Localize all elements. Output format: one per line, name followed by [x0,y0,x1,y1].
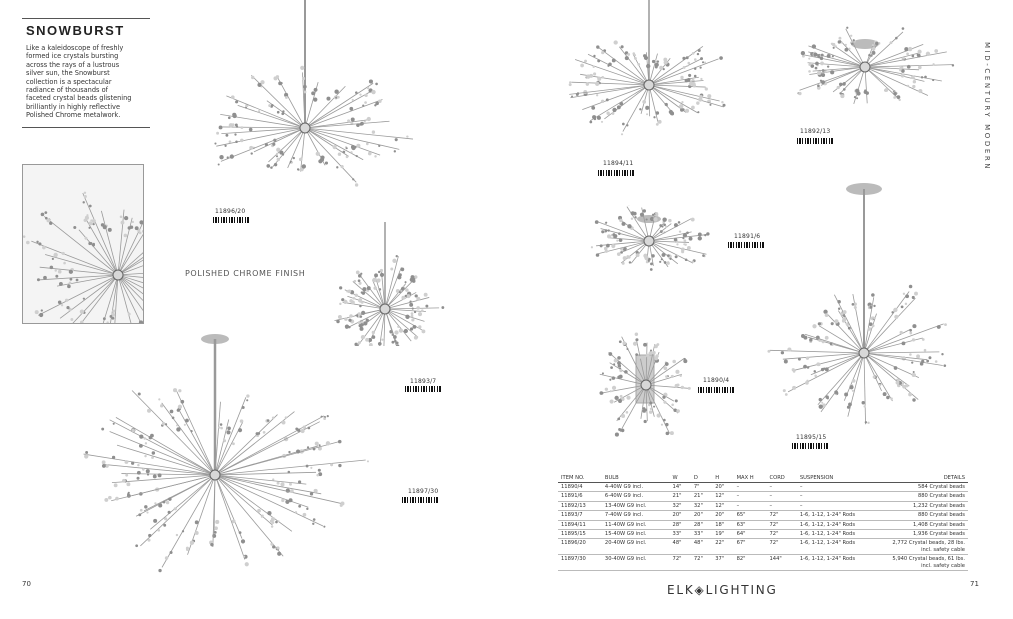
barcode [598,170,634,176]
table-cell: 584 Crystal beads [884,483,968,492]
table-cell: 82" [734,555,767,571]
sku-label: 11894/11 [603,160,634,167]
sku-label: 11893/7 [410,378,437,385]
table-row [558,555,968,571]
table-cell: 1,936 Crystal beads [884,530,968,539]
table-cell: 72" [767,539,797,555]
fixture-11891-6-image [582,205,716,300]
barcode [698,387,734,393]
blurb-line: across the rays of a lustrous [26,60,120,69]
table-cell: 1-6, 1-12, 1-24" Rods [797,511,884,520]
blurb-line: Like a kaleidoscope of freshly [26,44,124,52]
detail-photo [22,164,144,324]
table-cell: 37" [712,555,733,571]
table-cell: 63" [734,520,767,529]
table-cell: 64" [734,530,767,539]
barcode [728,242,764,248]
table-cell: 880 Crystal beads [884,511,968,520]
table-cell: 1-6, 1-12, 1-24" Rods [797,539,884,555]
col-header: W [670,474,691,483]
sku-label: 11897/30 [408,488,439,495]
table-cell: 11893/7 [558,511,602,520]
fixture-11890-4-image [596,325,696,450]
col-header: DETAILS [884,474,968,483]
collection-title: SNOWBURST [26,23,125,38]
fixture-11895-15-image [764,180,964,430]
table-cell: 48" [670,539,691,555]
table-cell: 12" [712,501,733,510]
table-cell: 11-40W G9 incl. [602,520,670,529]
col-header: D [691,474,712,483]
table-row [558,501,968,510]
barcode [797,138,833,144]
finish-label: POLISHED CHROME FINISH [185,269,306,278]
table-cell: 33" [691,530,712,539]
col-header: H [712,474,733,483]
table-cell: 11891/6 [558,492,602,501]
spec-table [558,474,968,571]
table-cell: 11896/20 [558,539,602,555]
table-cell: 11892/13 [558,501,602,510]
fixture-11892-13-image [770,22,960,122]
barcode [402,497,438,503]
table-cell: 48" [691,539,712,555]
table-cell: 15-40W G9 incl. [602,530,670,539]
fixture-11894-11-image [556,0,736,155]
table-cell: 72" [767,520,797,529]
sku-label: 11892/13 [800,128,831,135]
table-cell: – [797,492,884,501]
col-header: SUSPENSION [797,474,884,483]
table-row [558,511,968,520]
sku-label: 11896/20 [215,208,246,215]
sku-label: 11895/15 [796,434,827,441]
table-cell: 4-40W G9 incl. [602,483,670,492]
table-cell: – [767,483,797,492]
table-row [558,483,968,492]
col-header: MAX H [734,474,767,483]
table-cell: 1,408 Crystal beads [884,520,968,529]
table-cell: 20" [691,511,712,520]
blurb-line: silver sun, the Snowburst [26,69,110,78]
table-cell: 1-6, 1-12, 1-24" Rods [797,555,884,571]
table-cell: 6-40W G9 incl. [602,492,670,501]
table-cell: 21" [691,492,712,501]
table-cell: – [797,501,884,510]
table-cell: 13-40W G9 incl. [602,501,670,510]
table-cell: 11895/15 [558,530,602,539]
title-rule-bottom [22,127,150,128]
table-cell: 5,940 Crystal beads, 61 lbs. incl. safety cable [884,555,968,571]
table-cell: 7-40W G9 incl. [602,511,670,520]
table-row [558,539,968,555]
table-cell: 72" [767,530,797,539]
table-cell: 20" [712,511,733,520]
table-cell: 28" [670,520,691,529]
table-cell: 32" [670,501,691,510]
table-cell: 1,232 Crystal beads [884,501,968,510]
table-cell: 28" [691,520,712,529]
table-cell: 7" [691,483,712,492]
col-header: CORD [767,474,797,483]
table-cell: 2,772 Crystal beads, 28 lbs. incl. safety cable [884,539,968,555]
blurb-line: formed ice crystals bursting [26,52,119,61]
barcode [405,386,441,392]
table-cell: – [734,483,767,492]
blurb-line: faceted crystal beads glistening [26,94,132,103]
table-cell: – [767,501,797,510]
sku-label: 11891/6 [734,233,761,240]
table-row [558,492,968,501]
table-cell: 12" [712,492,733,501]
col-header: BULB [602,474,670,483]
table-cell: 67" [734,539,767,555]
page-number-right: 71 [970,580,979,588]
barcode [213,217,249,223]
blurb-line: brilliantly in highly reflective [26,102,121,111]
table-cell: 19" [712,530,733,539]
table-cell: 22" [712,539,733,555]
table-cell: 72" [670,555,691,571]
title-rule-top [22,18,150,19]
table-cell: 14" [670,483,691,492]
table-cell: 20" [670,511,691,520]
page-number-left: 70 [22,580,31,588]
table-cell: 11897/30 [558,555,602,571]
table-cell: 1-6, 1-12, 1-24" Rods [797,530,884,539]
table-cell: 144" [767,555,797,571]
table-cell: 21" [670,492,691,501]
blurb-line: radiance of thousands of [26,86,108,95]
table-row [558,530,968,539]
table-cell: 880 Crystal beads [884,492,968,501]
blurb-line: collection is a spectacular [26,77,112,86]
barcode [792,443,828,449]
category-side-label: MID-CENTURY MODERN [983,42,991,172]
table-cell: 72" [767,511,797,520]
table-row [558,520,968,529]
table-cell: 1-6, 1-12, 1-24" Rods [797,520,884,529]
table-cell: – [734,492,767,501]
table-cell: 20" [712,483,733,492]
table-cell: 11890/4 [558,483,602,492]
table-cell: 20-40W G9 incl. [602,539,670,555]
spec-table-header [558,474,968,483]
fixture-11897-30-image [55,325,385,575]
brand-logo: ELK◈LIGHTING [667,583,778,597]
collection-description [26,44,151,120]
table-cell: – [734,501,767,510]
col-header: ITEM NO. [558,474,602,483]
table-cell: 18" [712,520,733,529]
table-cell: 30-40W G9 incl. [602,555,670,571]
table-cell: 65" [734,511,767,520]
table-cell: 32" [691,501,712,510]
table-cell: – [767,492,797,501]
fixture-11896-20-image [185,0,425,200]
table-cell: 72" [691,555,712,571]
table-cell: – [797,483,884,492]
table-cell: 33" [670,530,691,539]
crystal-detail-image [23,165,143,323]
table-cell: 11894/11 [558,520,602,529]
blurb-line: Polished Chrome metalwork. [26,111,121,120]
sku-label: 11890/4 [703,377,730,384]
